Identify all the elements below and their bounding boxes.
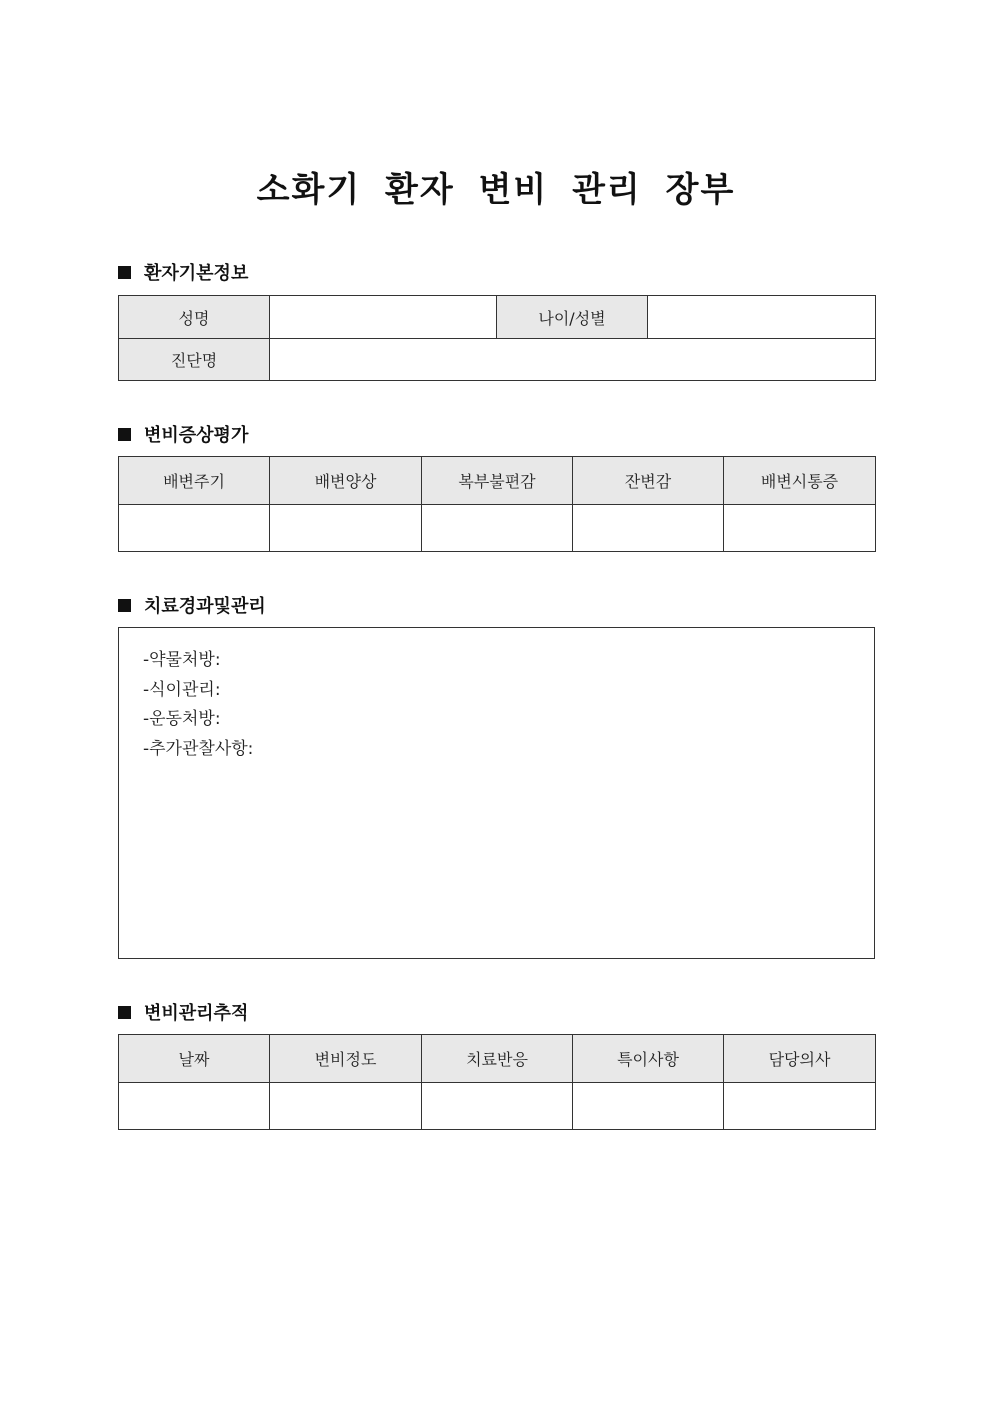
- column-header: 잔변감: [573, 457, 724, 505]
- table-cell[interactable]: [119, 505, 270, 552]
- page-title: 소화기 환자 변비 관리 장부: [256, 170, 736, 210]
- table-cell[interactable]: [573, 1083, 724, 1130]
- age-sex-field[interactable]: [648, 296, 876, 339]
- column-header: 배변양상: [270, 457, 422, 505]
- table-cell[interactable]: [573, 505, 724, 552]
- section-heading-treatment: [118, 592, 266, 618]
- square-bullet-icon: [118, 428, 131, 441]
- table-cell[interactable]: [422, 505, 573, 552]
- section-heading-label: 환자기본정보: [144, 263, 249, 284]
- name-label: 성명: [119, 296, 270, 339]
- note-line-exercise: -운동처방:: [143, 709, 221, 729]
- table-cell[interactable]: [422, 1083, 573, 1130]
- column-header: 담당의사: [724, 1035, 876, 1083]
- name-field[interactable]: [270, 296, 497, 339]
- square-bullet-icon: [118, 1006, 131, 1019]
- column-header: 배변시통증: [724, 457, 876, 505]
- table-cell[interactable]: [724, 1083, 876, 1130]
- column-header: 복부불편감: [422, 457, 573, 505]
- table-cell[interactable]: [119, 1083, 270, 1130]
- column-header: 치료반응: [422, 1035, 573, 1083]
- column-header: 배변주기: [119, 457, 270, 505]
- table-cell[interactable]: [270, 505, 422, 552]
- column-header: 변비정도: [270, 1035, 422, 1083]
- symptom-eval-table: [118, 456, 876, 552]
- square-bullet-icon: [118, 266, 131, 279]
- column-header: 특이사항: [573, 1035, 724, 1083]
- section-heading-symptom-eval: [118, 421, 248, 447]
- column-header: 날짜: [119, 1035, 270, 1083]
- treatment-notes-box[interactable]: [118, 627, 875, 959]
- tracking-table: [118, 1034, 876, 1130]
- table-cell[interactable]: [724, 505, 876, 552]
- section-heading-label: 변비관리추적: [144, 1003, 249, 1024]
- square-bullet-icon: [118, 599, 131, 612]
- age-sex-label: 나이/성별: [497, 296, 648, 339]
- table-cell[interactable]: [270, 1083, 422, 1130]
- note-line-diet: -식이관리:: [143, 679, 221, 700]
- note-line-observation: -추가관찰사항:: [143, 738, 254, 759]
- note-line-medication: -약물처방:: [143, 650, 221, 670]
- section-heading-tracking: [118, 999, 248, 1025]
- section-heading-basic-info: [118, 259, 248, 285]
- diagnosis-label: 진단명: [119, 339, 270, 381]
- section-heading-label: 변비증상평가: [144, 425, 249, 446]
- basic-info-table: [118, 295, 876, 381]
- section-heading-label: 치료경과및관리: [144, 596, 266, 617]
- diagnosis-field[interactable]: [270, 339, 876, 381]
